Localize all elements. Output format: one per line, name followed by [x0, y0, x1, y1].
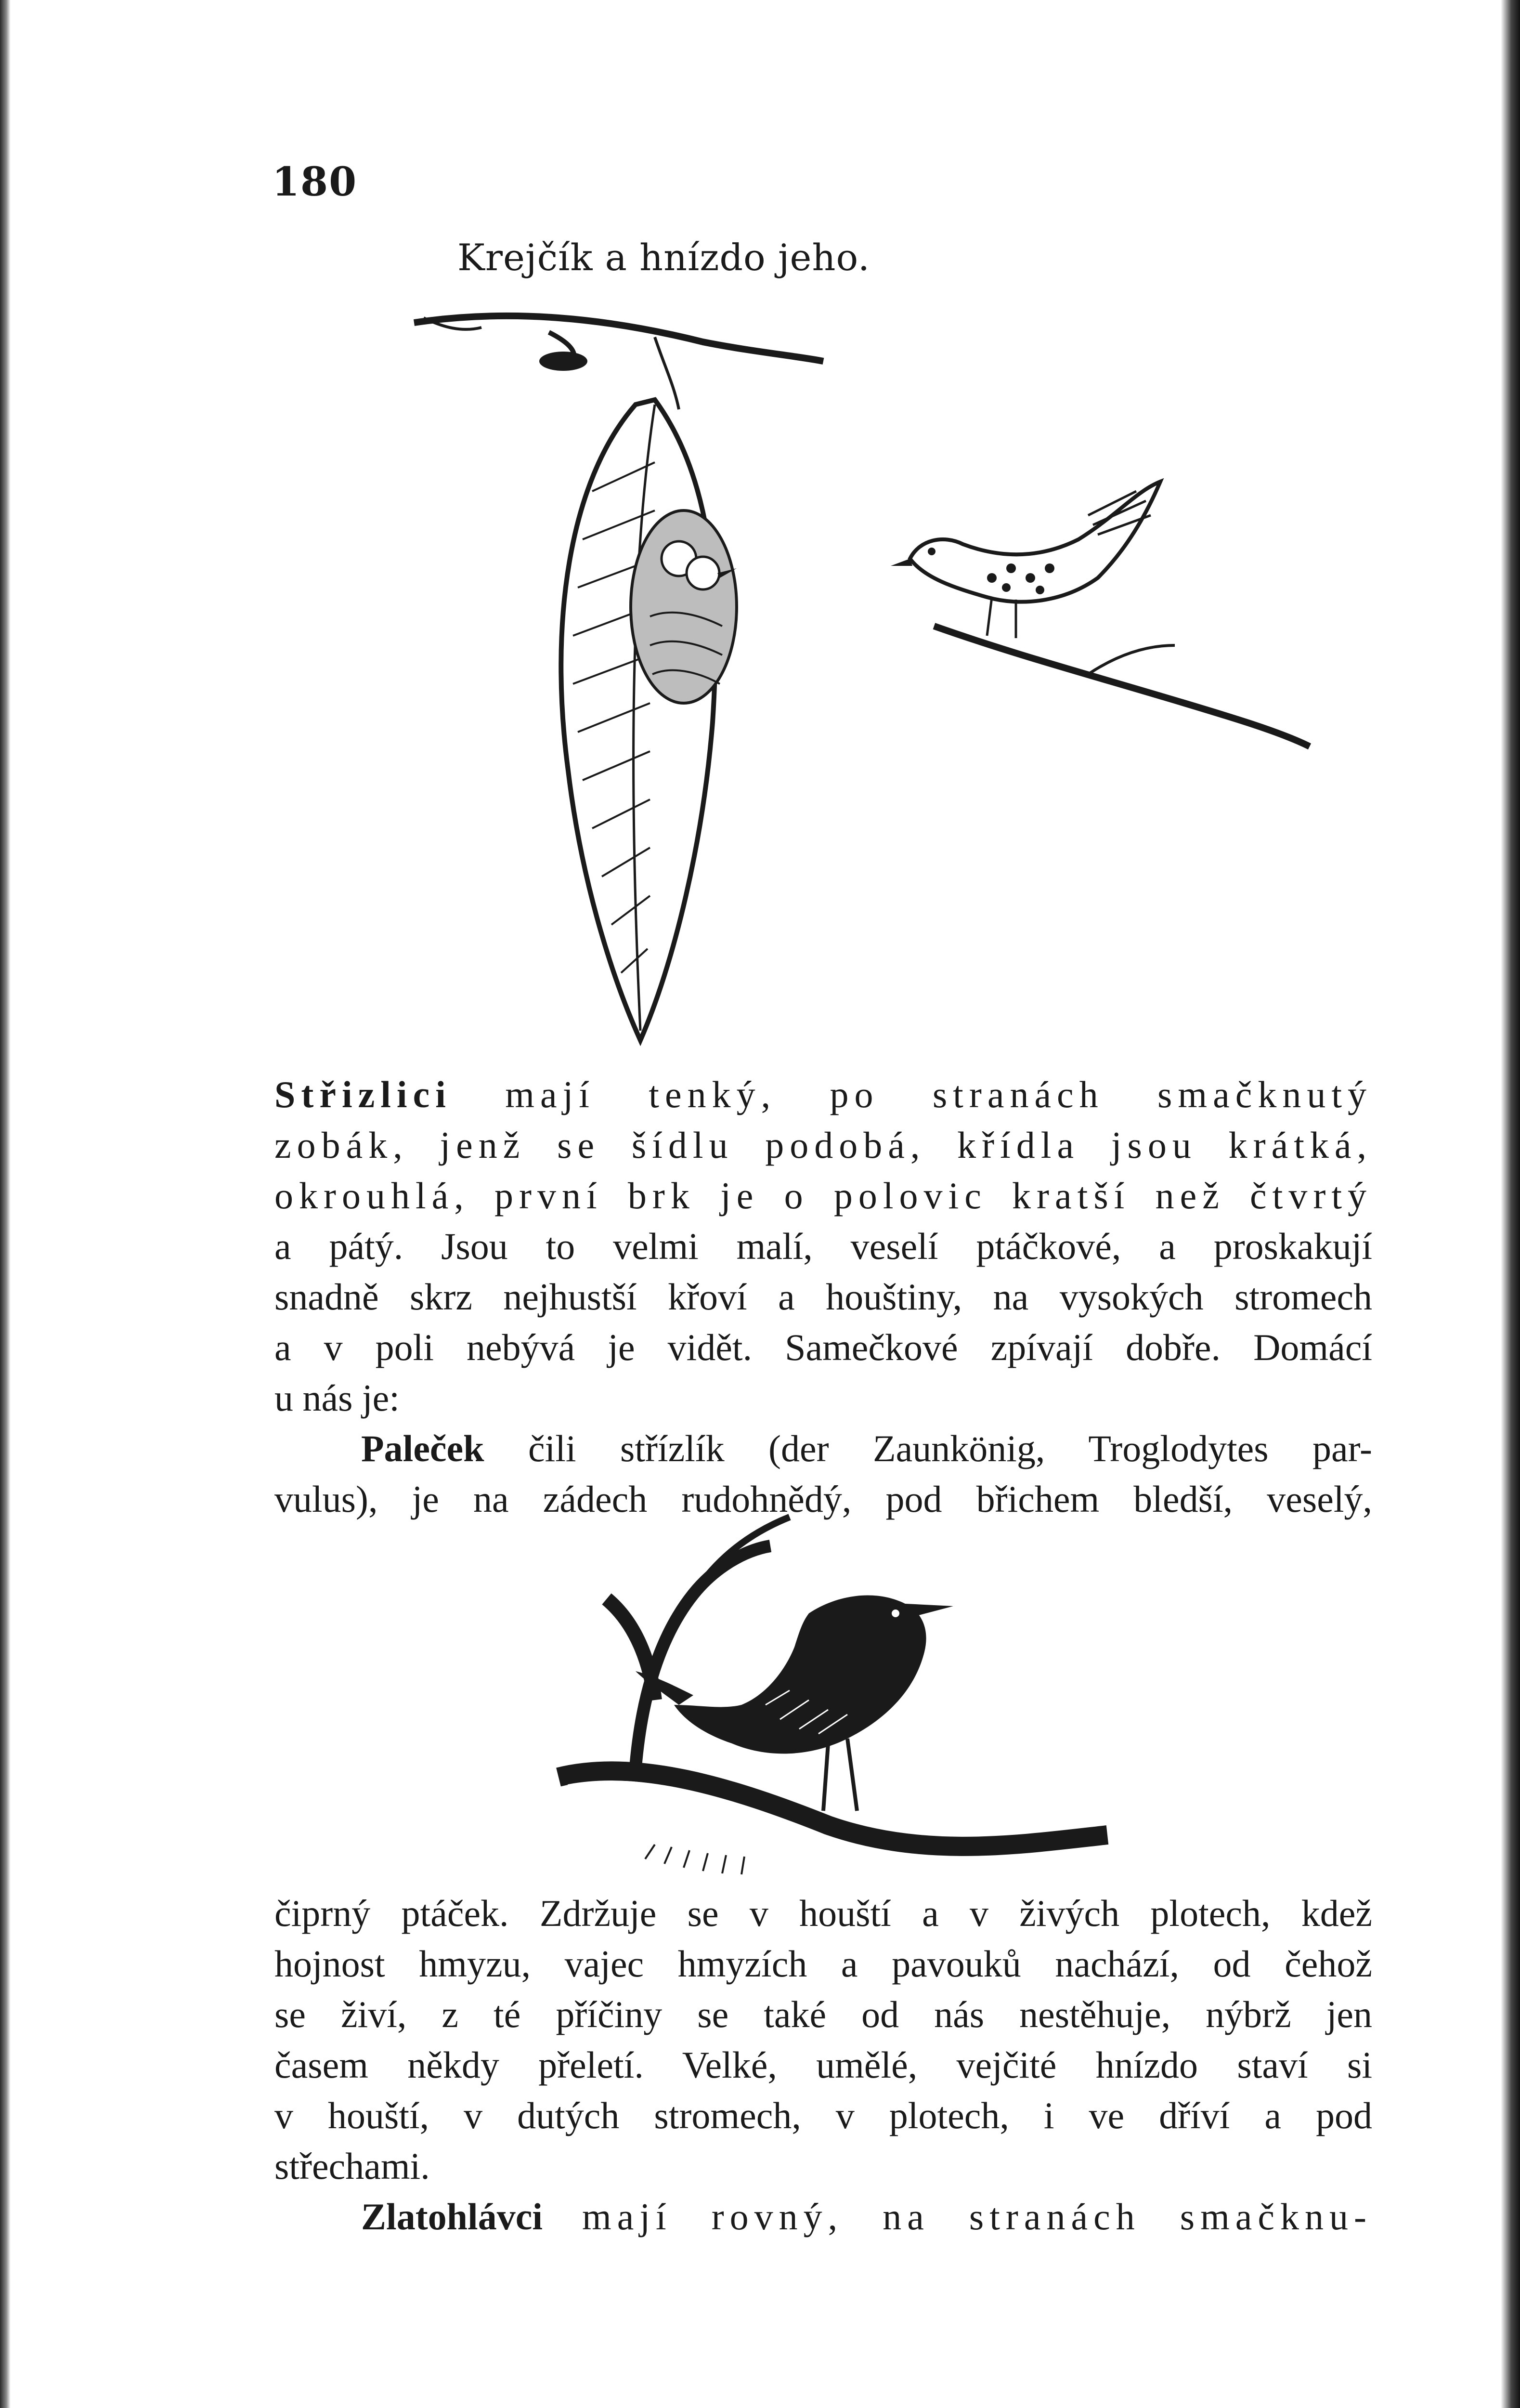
page-number: 180	[272, 159, 358, 205]
text-line: u nás je:	[274, 1377, 400, 1419]
text-line: Zlatohlávci mají rovný, na stranách smačknu-	[361, 2196, 1372, 2238]
text-line: Paleček čili střízlík (der Zaunkönig, Troglodytes par-	[361, 1427, 1372, 1469]
paragraph-strizlici	[274, 1069, 1372, 1524]
text-line: čiprný ptáček. Zdržuje se v houští a v živých plotech, kdež	[274, 1892, 1372, 1934]
term-palecek: Paleček	[361, 1427, 484, 1469]
tailorbird-nest-illustration	[366, 289, 1329, 1088]
text-line: Střizlici mají tenký, po stranách smačknutý	[274, 1073, 1372, 1115]
text-line: a v poli nebývá je vidět. Samečkové zpívají dobře. Domácí	[274, 1326, 1372, 1368]
text-line: snadně skrz nejhustší křoví a houštiny, na vysokých stromech	[274, 1276, 1372, 1318]
text-line: okrouhlá, první brk je o polovic kratší než čtvrtý	[274, 1175, 1372, 1217]
text-line: časem někdy přeletí. Velké, umělé, vejčité hnízdo staví si	[274, 2044, 1372, 2086]
page-edge-right	[1501, 0, 1520, 2408]
text-line: se živí, z té příčiny se také od nás nestěhuje, nýbrž jen	[274, 1993, 1372, 2035]
text-line: hojnost hmyzu, vajec hmyzích a pavouků nachází, od čehož	[274, 1943, 1372, 1985]
text-line: střechami.	[274, 2145, 430, 2187]
term-strizlici: Střizlici	[274, 1073, 452, 1115]
term-zlatohlavci: Zlatohlávci	[361, 2196, 543, 2238]
paragraph-palecek-continued	[274, 1888, 1372, 2242]
text-line: v houští, v dutých stromech, v plotech, i ve dříví a pod	[274, 2094, 1372, 2136]
figure-caption	[0, 236, 1520, 279]
page-edge-left	[0, 0, 11, 2408]
wren-illustration	[539, 1479, 1127, 1912]
text-line: vulus), je na zádech rudohnědý, pod břichem bledší, veselý,	[274, 1478, 1372, 1520]
text-line: zobák, jenž se šídlu podobá, křídla jsou krátká,	[274, 1124, 1372, 1166]
figure-caption-text: Krejčík a hnízdo jeho.	[457, 236, 870, 279]
text-line: a pátý. Jsou to velmi malí, veselí ptáčkové, a proskakují	[274, 1225, 1372, 1267]
